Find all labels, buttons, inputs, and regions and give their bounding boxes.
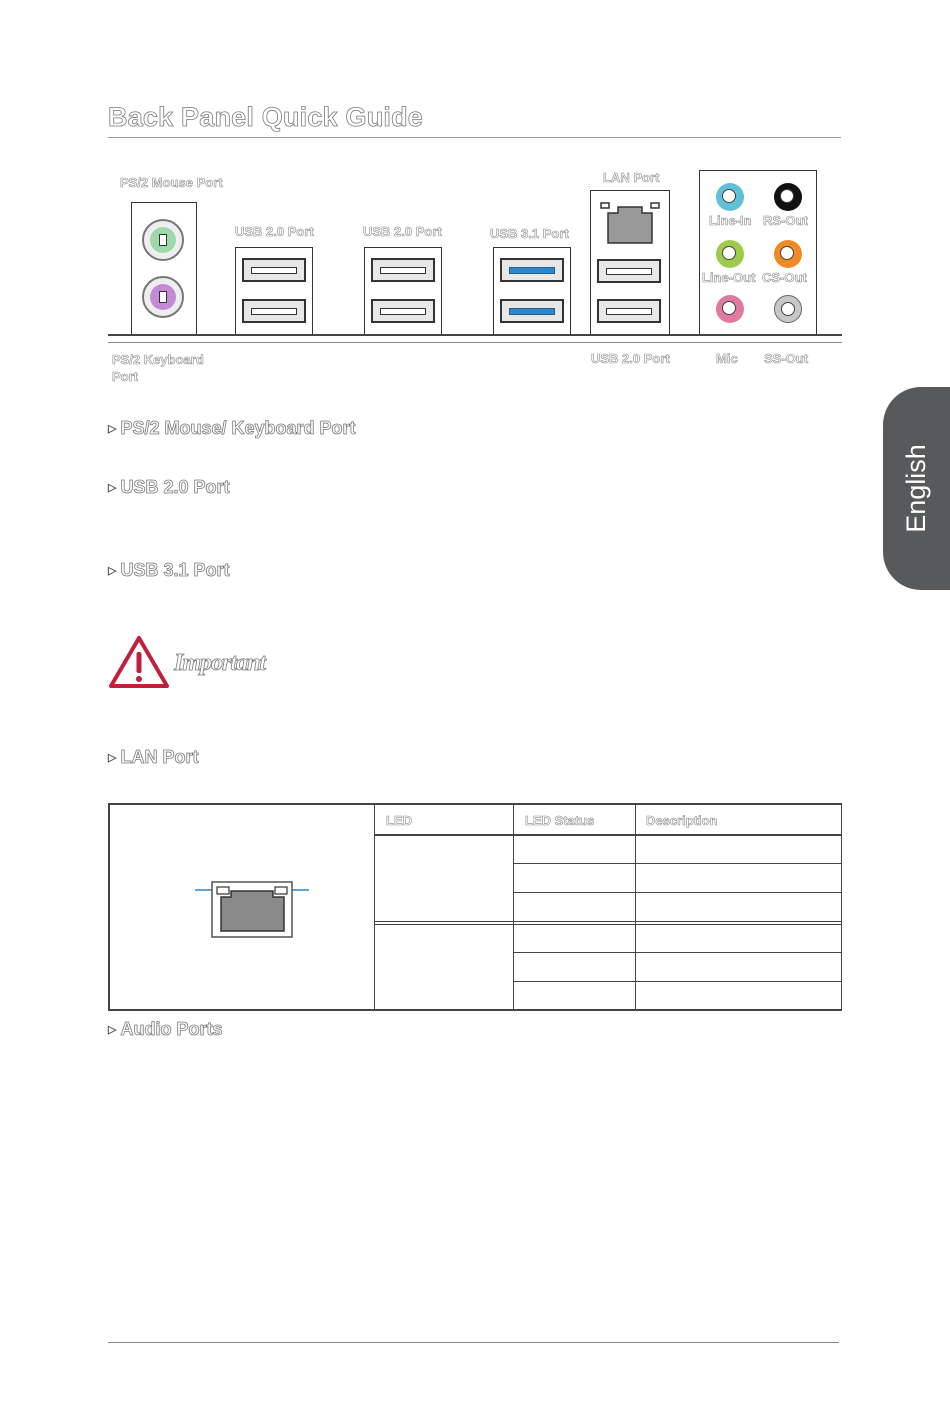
section-usb31-title: USB 3.1 Port	[120, 560, 230, 580]
label-line-in: Line-In	[709, 213, 752, 228]
important-label: Important	[174, 650, 266, 676]
triangle-bullet-icon: ▷	[108, 752, 117, 764]
usb20-port	[242, 258, 306, 282]
lan-port-icon	[598, 197, 662, 247]
label-ps2-keyboard: PS/2 Keyboard Port	[112, 352, 204, 384]
back-panel-diagram	[108, 160, 842, 390]
line-in-jack	[716, 183, 744, 211]
mic-jack	[716, 295, 744, 323]
usb20-port	[242, 299, 306, 323]
lan-usb-port-block	[590, 190, 670, 335]
warning-icon	[108, 635, 170, 689]
lan-port-led-icon	[195, 877, 315, 943]
page-title: Back Panel Quick Guide	[108, 102, 424, 132]
ps2-mouse-port	[142, 219, 184, 261]
section-usb31-heading	[108, 560, 230, 581]
panel-baseline-secondary	[108, 342, 842, 343]
label-rs-out: RS-Out	[763, 213, 808, 228]
label-ss-out: SS-Out	[764, 351, 809, 366]
language-tab-label-wrap	[883, 387, 950, 590]
label-ps2-mouse: PS/2 Mouse Port	[120, 175, 223, 190]
label-usb20-a: USB 2.0 Port	[235, 224, 314, 239]
cs-out-jack	[774, 240, 802, 268]
usb31-port	[500, 299, 564, 323]
triangle-bullet-icon: ▷	[108, 1024, 117, 1036]
usb20-port	[597, 299, 661, 323]
audio-port-block	[699, 170, 817, 335]
section-ps2-title: PS/2 Mouse/ Keyboard Port	[120, 418, 356, 438]
ps2-keyboard-port	[142, 276, 184, 318]
panel-baseline	[108, 334, 842, 336]
ss-out-jack	[774, 295, 802, 323]
usb20-port-block-b	[364, 247, 442, 335]
usb31-port	[500, 258, 564, 282]
label-mic: Mic	[716, 351, 738, 366]
line-out-jack	[716, 240, 744, 268]
table-header-description: Description	[646, 813, 718, 828]
usb20-port	[371, 299, 435, 323]
title-divider	[108, 137, 841, 138]
section-audio-title: Audio Ports	[120, 1019, 223, 1039]
triangle-bullet-icon: ▷	[108, 482, 117, 494]
label-usb20-b: USB 2.0 Port	[363, 224, 442, 239]
ps2-port-block	[131, 202, 197, 335]
label-usb31: USB 3.1 Port	[490, 226, 569, 241]
rs-out-jack	[774, 183, 802, 211]
usb31-port-block	[493, 247, 571, 335]
section-usb20-title: USB 2.0 Port	[120, 477, 230, 497]
usb20-port-block-a	[235, 247, 313, 335]
triangle-bullet-icon: ▷	[108, 423, 117, 435]
section-usb20-heading	[108, 477, 230, 498]
label-line-out: Line-Out	[702, 270, 756, 285]
triangle-bullet-icon: ▷	[108, 565, 117, 577]
label-lan: LAN Port	[603, 170, 660, 185]
section-ps2-heading	[108, 418, 356, 439]
section-audio-heading	[108, 1019, 222, 1040]
section-lan-title: LAN Port	[120, 747, 199, 767]
table-header-led: LED	[386, 813, 412, 828]
footer-divider	[108, 1342, 839, 1343]
usb20-port	[371, 258, 435, 282]
label-cs-out: CS-Out	[762, 270, 807, 285]
usb20-port	[597, 259, 661, 283]
table-header-led-status: LED Status	[525, 813, 595, 828]
lan-led-table	[108, 803, 842, 1011]
label-usb20-lan: USB 2.0 Port	[591, 351, 670, 366]
section-lan-heading	[108, 747, 198, 768]
language-tab-label: English	[901, 444, 931, 533]
